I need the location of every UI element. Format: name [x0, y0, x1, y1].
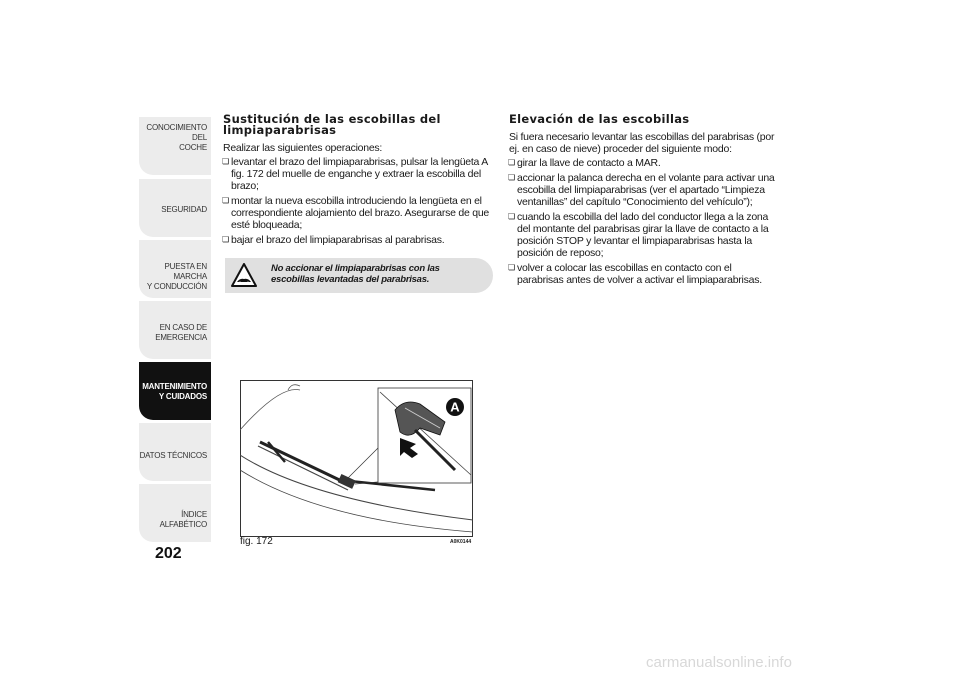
tab-seguridad[interactable]: SEGURIDAD [139, 179, 211, 237]
footer-watermark: carmanualsonline.info [646, 654, 792, 671]
figure-caption: fig. 172 [240, 536, 273, 547]
callout-label: A [450, 399, 460, 415]
list-item: ❏ bajar el brazo del limpiaparabrisas al parabrisas. [223, 234, 493, 246]
tab-puesta-en-marcha[interactable]: PUESTA EN MARCHA Y CONDUCCIÓN [139, 240, 211, 298]
tab-en-caso-de-emergencia[interactable]: EN CASO DE EMERGENCIA [139, 301, 211, 359]
warning-box [225, 258, 493, 293]
section-heading-elevacion: Elevación de las escobillas [509, 112, 690, 126]
list-item: ❏ cuando la escobilla del lado del conductor llega a la zona del montante del parabrisas girar la llave de contacto a la posición STOP y levantar el limpiaparabrisas hasta la posición de reposo; [509, 211, 779, 259]
tab-mantenimiento-y-cuidados[interactable]: MANTENIMIENTO Y CUIDADOS [139, 362, 211, 420]
tab-conocimiento-del-coche[interactable]: CONOCIMIENTO DEL COCHE [139, 117, 211, 175]
wiper-blade-illustration [240, 380, 473, 537]
intro-text: Si fuera necesario levantar las escobillas del parabrisas (por ej. en caso de nieve) proceder del siguiente modo: [509, 131, 775, 155]
section-heading-sustitucion: Sustitución de las escobillas del limpiaparabrisas [223, 112, 441, 137]
intro-text: Realizar las siguientes operaciones: [223, 142, 383, 154]
warning-text: No accionar el limpiaparabrisas con las escobillas levantadas del parabrisas. [271, 263, 440, 285]
list-item: ❏ volver a colocar las escobillas en contacto con el parabrisas antes de volver a activar el limpiaparabrisas. [509, 262, 779, 286]
steps-list [509, 157, 779, 286]
list-item: ❏ girar la llave de contacto a MAR. [509, 157, 779, 169]
warning-triangle-icon [231, 263, 257, 287]
list-item: ❏ montar la nueva escobilla introduciendo la lengüeta en el correspondiente alojamiento del brazo. Asegurarse de que esté bloqueada; [223, 195, 493, 231]
list-item: ❏ levantar el brazo del limpiaparabrisas, pulsar la lengüeta A fig. 172 del muelle de enganche y extraer la escobilla del brazo; [223, 156, 493, 192]
list-item: ❏ accionar la palanca derecha en el volante para activar una escobilla del limpiaparabrisas (ver el apartado “Limpieza ventanillas” del capítulo “Conocimiento del vehículo”); [509, 172, 779, 208]
tab-datos-tecnicos[interactable]: DATOS TÉCNICOS [139, 423, 211, 481]
tab-indice-alfabetico[interactable]: ÍNDICE ALFABÉTICO [139, 484, 211, 542]
right-column [509, 114, 779, 289]
left-column [223, 114, 493, 249]
steps-list [223, 156, 493, 246]
figure-code: A0K0144 [450, 539, 472, 545]
page-number: 202 [155, 545, 182, 562]
